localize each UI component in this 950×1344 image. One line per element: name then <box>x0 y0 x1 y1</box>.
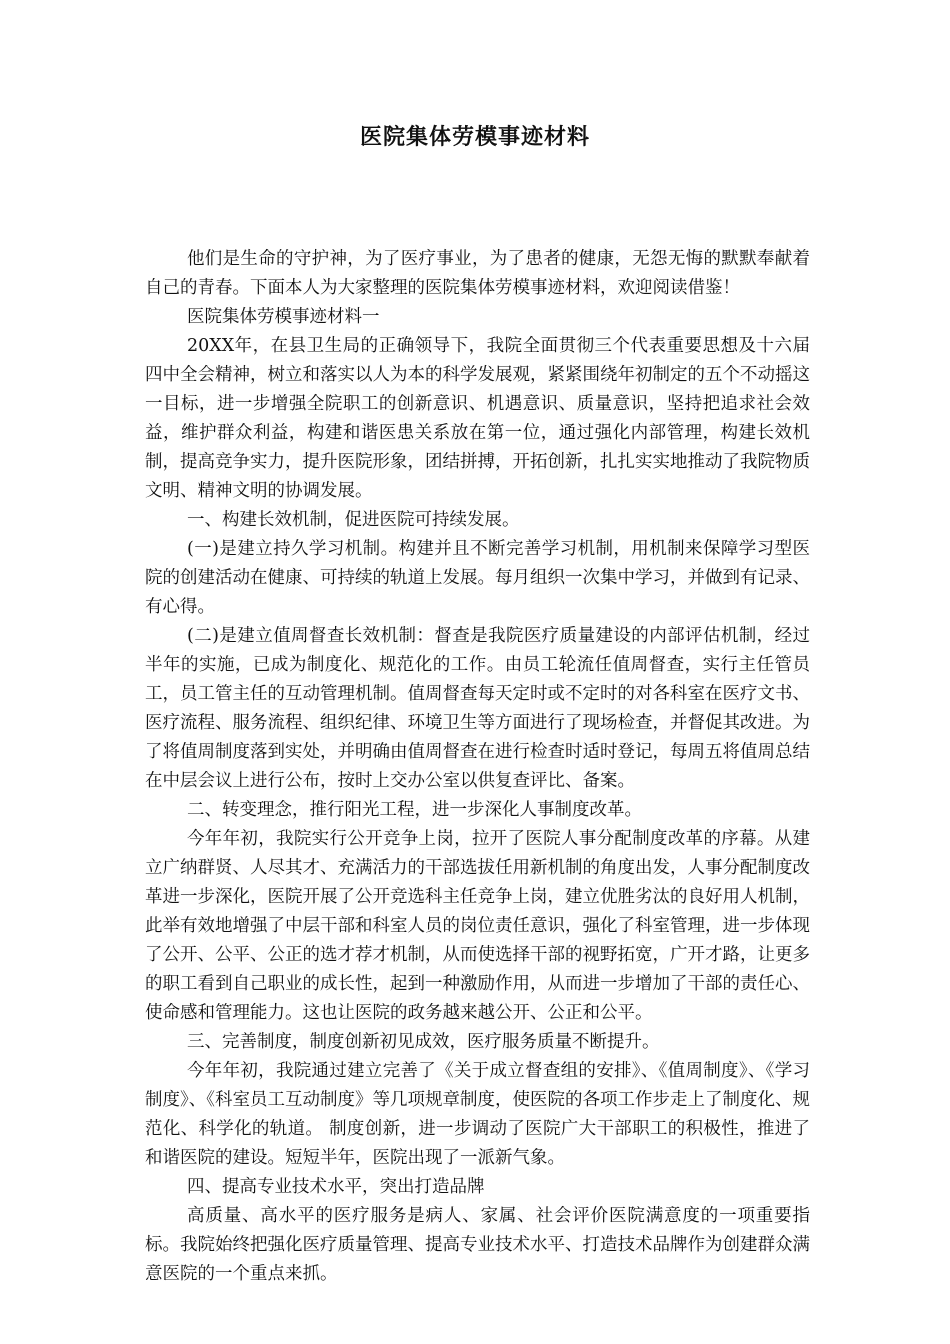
section-heading-three: 三、完善制度，制度创新初见成效，医疗服务质量不断提升。 <box>187 1032 660 1052</box>
paragraph-overview: 20XX年，在县卫生局的正确领导下，我院全面贯彻三个代表重要思想及十六届四中全会精神，树立和落实以人为本的科学发展观，紧紧围绕年初制定的五个不动摇这一目标，进一步增强全院职工的创新意识、机遇意识、质量意识，坚持把追求社会效益，维护群众利益，构建和谐医患关系放在第一位，通过强化内部管理，构建长效机制，提高竞争实力，提升医院形象，团结拼搏，开拓创新，扎扎实实地推动了我院物质文明、精神文明的协调发展。 <box>145 336 810 501</box>
paragraph-personnel-reform: 今年年初，我院实行公开竞争上岗，拉开了医院人事分配制度改革的序幕。从建立广纳群贤、人尽其才、充满活力的干部选拔任用新机制的角度出发，人事分配制度改革进一步深化，医院开展了公开竞选科主任竞争上岗，建立优胜劣汰的良好用人机制，此举有效地增强了中层干部和科室人员的岗位责任意识，强化了科室管理，进一步体现了公开、公平、公正的选才荐才机制，从而使选择干部的视野拓宽，广开才路，让更多的职工看到自己职业的成长性，起到一种激励作用，从而进一步增加了干部的责任心、使命感和管理能力。这也让医院的政务越来越公开、公正和公平。 <box>145 829 810 1023</box>
section-heading-four: 四、提高专业技术水平，突出打造品牌 <box>187 1177 485 1197</box>
paragraph-quality-service: 高质量、高水平的医疗服务是病人、家属、社会评价医院满意度的一项重要指标。我院始终把强化医疗质量管理、提高专业技术水平、打造技术品牌作为创建群众满意医院的一个重点来抓。 <box>145 1206 810 1284</box>
paragraph-intro: 他们是生命的守护神，为了医疗事业，为了患者的健康，无怨无悔的默默奉献着自己的青春。下面本人为大家整理的医院集体劳模事迹材料，欢迎阅读借鉴！ <box>145 249 810 298</box>
document-title: 医院集体劳模事迹材料 <box>359 124 590 150</box>
section-heading-two: 二、转变理念，推行阳光工程，进一步深化人事制度改革。 <box>187 800 642 820</box>
paragraph-system-improvement: 今年年初，我院通过建立完善了《关于成立督查组的安排》、《值周制度》、《学习制度》、《科室员工互动制度》等几项规章制度，使医院的各项工作步走上了制度化、规范化、科学化的轨道。 制度创新，进一步调动了医院广大干部职工的积极性，推进了和谐医院的建设。短短半年，医院出现了一派新气象。 <box>145 1061 810 1168</box>
section-heading-material-one: 医院集体劳模事迹材料一 <box>187 307 380 327</box>
document-body <box>145 245 810 1289</box>
paragraph-weekly-inspection: (二)是建立值周督查长效机制：督查是我院医疗质量建设的内部评估机制，经过半年的实施，已成为制度化、规范化的工作。由员工轮流任值周督查，实行主任管员工，员工管主任的互动管理机制。值周督查每天定时或不定时的对各科室在医疗文书、医疗流程、服务流程、组织纪律、环境卫生等方面进行了现场检查，并督促其改进。为了将值周制度落到实处，并明确由值周督查在进行检查时适时登记，每周五将值周总结在中层会议上进行公布，按时上交办公室以供复查评比、备案。 <box>145 626 810 791</box>
paragraph-learning-mechanism: (一)是建立持久学习机制。构建并且不断完善学习机制，用机制来保障学习型医院的创建活动在健康、可持续的轨道上发展。每月组织一次集中学习，并做到有记录、有心得。 <box>145 539 810 617</box>
section-heading-one: 一、构建长效机制，促进医院可持续发展。 <box>187 510 520 530</box>
